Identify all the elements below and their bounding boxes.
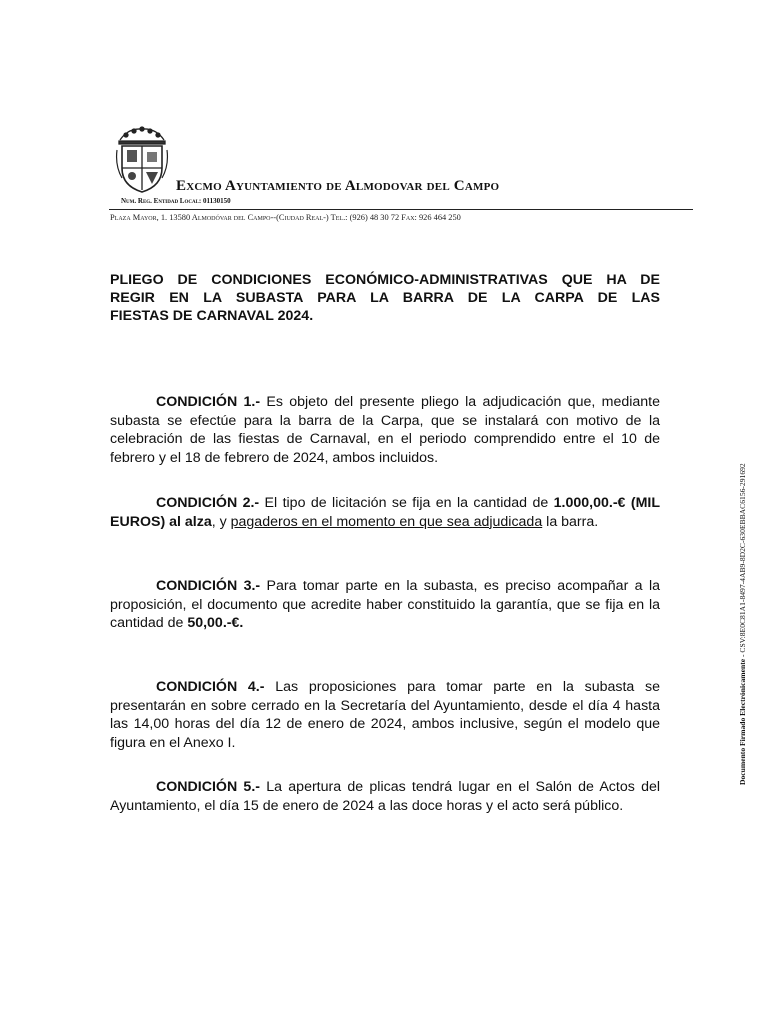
signature-csv: - CSV:8E0C81A1-8497-4AB9-8D2C-630EBBAC6156-291692 [738, 463, 747, 659]
condition-5-text: La apertura de plicas tendrá lugar en el Salón de Actos del Ayuntamiento, el día 15 de enero de 2024 a las doce horas y el acto será público. [110, 779, 660, 814]
registry-number [121, 197, 231, 205]
condition-1-text: Es objeto del presente pliego la adjudicación que, mediante subasta se efectúe para la barra de la Carpa, que se instalará con motivo de la celebración de las fiestas de Carnaval, en el periodo comprendido entre el 10 de febrero y el 18 de febrero de 2024, ambos incluidos. [110, 394, 660, 466]
electronic-signature-stamp [728, 420, 748, 785]
condition-4-label: CONDICIÓN 4.- [156, 679, 265, 695]
condition-3-amount: 50,00.-€. [187, 615, 244, 631]
title-line-2: REGIR EN LA SUBASTA PARA LA BARRA DE LA CARPA DE LAS [110, 290, 660, 306]
condition-5-label: CONDICIÓN 5.- [156, 779, 260, 795]
signature-label: Documento Firmado Electrónicamente [738, 658, 747, 785]
registry-value: 01130150 [203, 197, 231, 205]
condition-4 [110, 678, 660, 752]
title-line-1: PLIEGO DE CONDICIONES ECONÓMICO-ADMINISTRATIVAS QUE HA DE [110, 272, 660, 288]
condition-2-amount: 1.000,00.-€ (MIL EUROS) al alza [110, 495, 660, 530]
header-divider [109, 209, 693, 210]
condition-5 [110, 778, 660, 815]
address-line: Plaza Mayor, 1. 13580 Almodóvar del Campo--(Ciudad Real-) Tel.: (926) 48 30 72 Fax: 926 464 250 [110, 213, 461, 222]
condition-2-text-b: , y [211, 513, 231, 530]
condition-2-text-c: la barra. [542, 513, 599, 530]
document-title [110, 271, 660, 325]
title-line-3: FIESTAS DE CARNAVAL 2024. [110, 308, 314, 324]
condition-1 [110, 393, 660, 467]
condition-2 [110, 494, 660, 531]
condition-2-text-a: El tipo de licitación se fija en la cantidad de [259, 495, 554, 511]
condition-3-label: CONDICIÓN 3.- [156, 578, 261, 594]
condition-2-underlined: pagaderos en el momento en que sea adjudicada [230, 513, 543, 530]
organization-title: Excmo Ayuntamiento de Almodovar del Campo [176, 178, 500, 194]
coat-of-arms-icon [114, 126, 170, 194]
condition-2-label: CONDICIÓN 2.- [156, 495, 260, 511]
registry-label: Num. Reg. Entidad Local: [121, 197, 202, 205]
condition-3 [110, 577, 660, 633]
condition-4-text: Las proposiciones para tomar parte en la subasta se presentarán en sobre cerrado en la Secretaría del Ayuntamiento, desde el día 4 hasta las 14,00 horas del día 12 de enero de 2024, ambos inclusive, según el modelo que figura en el Anexo I. [110, 679, 661, 751]
condition-1-label: CONDICIÓN 1.- [156, 394, 261, 410]
condition-3-text: Para tomar parte en la subasta, es preciso acompañar a la proposición, el documento que acredite haber constituido la garantía, que se fija en la cantidad de [110, 578, 660, 631]
